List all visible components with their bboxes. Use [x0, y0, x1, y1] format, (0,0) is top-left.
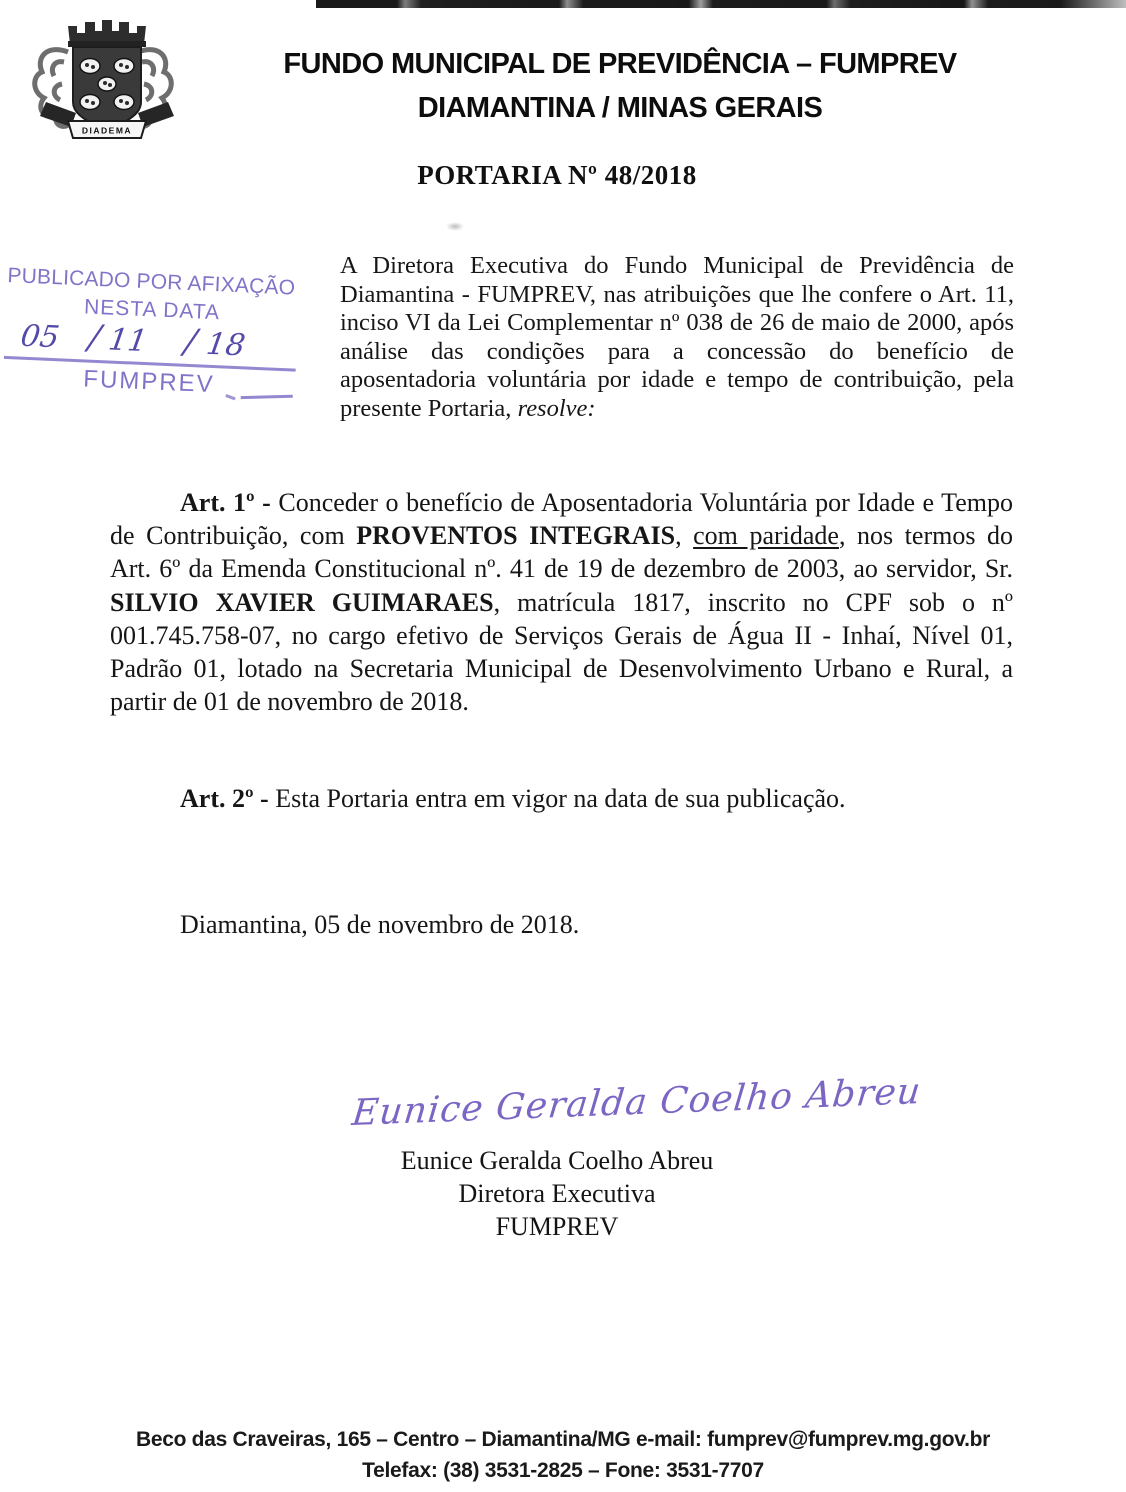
crest-banner-label: DIADEMA: [81, 125, 133, 136]
stamp-line-date-label: NESTA DATA: [83, 295, 221, 325]
article-1-part-2: , nos termos do Art. 6º da Emenda Constitucional nº. 41 de 19 de dezembro de 2003, ao servidor, Sr.: [110, 521, 1014, 584]
org-name-line: FUNDO MUNICIPAL DE PREVIDÊNCIA – FUMPREV: [283, 48, 957, 80]
scan-smudge: [446, 222, 464, 231]
publication-stamp: [3, 264, 300, 403]
footer-phone-line: Telefax: (38) 3531-2825 – Fone: 3531-7707: [362, 1459, 764, 1482]
signature-block: [0, 1144, 1114, 1243]
stamp-date-slash-1: /: [85, 317, 104, 358]
stamp-date-slash-2: /: [181, 321, 200, 363]
article-1-paragraph: [110, 486, 1013, 718]
article-1-servant-name: SILVIO XAVIER GUIMARAES: [110, 587, 494, 617]
article-2-paragraph: [110, 782, 1013, 815]
signatory-org: FUMPREV: [495, 1212, 619, 1241]
crest-crown: [68, 20, 146, 44]
article-1-label: Art. 1º -: [180, 488, 271, 517]
stamp-pen-mark: [225, 388, 238, 400]
coat-of-arms: [18, 14, 188, 149]
org-location-line: DIAMANTINA / MINAS GERAIS: [417, 92, 823, 124]
stamp-handwritten-day: 05: [18, 318, 62, 356]
preamble-resolve: resolve:: [517, 394, 596, 422]
signatory-name: Eunice Geralda Coelho Abreu: [400, 1146, 714, 1175]
preamble-paragraph: [340, 252, 1014, 424]
article-1-part-3: , matrícula 1817, inscrito no CPF sob o nº 001.745.758-07, no cargo efetivo de Serviços Gerais de Água II - Inhaí, Nível 01, Padrão 01, lotado na Secretaria Municipal de Desenvolvimento Urbano e Rural, a partir de 01 de novembro de 2018.: [110, 587, 1013, 717]
stamp-org-text: FUMPREV: [82, 365, 216, 399]
handwritten-signature: Eunice Geralda Coelho Abreu: [350, 1070, 924, 1135]
article-1-part-1: Conceder o benefício de Aposentadoria Voluntária por Idade e Tempo de Contribuição, com: [110, 488, 1014, 551]
footer-address-line: Beco das Craveiras, 165 – Centro – Diamantina/MG e-mail: fumprev@fumprev.mg.gov.br: [135, 1428, 991, 1451]
footer-contact: [0, 1424, 1126, 1486]
stamp-line-published: PUBLICADO POR AFIXAÇÃO: [6, 264, 296, 300]
preamble-text: A Diretora Executiva do Fundo Municipal de Previdência de Diamantina - FUMPREV, nas atribuições que lhe confere o Art. 11, inciso VI da Lei Complementar nº 038 de 26 de maio de 2000, após análise das condições para a concessão do benefício de aposentadoria voluntária por idade e tempo de contribuição, pela presente Portaria,: [340, 252, 1014, 422]
scan-artifact-strip: [316, 0, 1126, 8]
date-line: Diamantina, 05 de novembro de 2018.: [180, 910, 580, 939]
stamp-handwritten-year: 18: [204, 326, 248, 364]
stamp-handwritten-month: 11: [106, 322, 150, 360]
stamp-pen-scribble: [240, 387, 292, 399]
article-2-label: Art. 2º -: [180, 784, 269, 813]
article-1-parity-clause: com paridade: [693, 521, 839, 551]
article-2-text: Esta Portaria entra em vigor na data de sua publicação.: [268, 784, 846, 813]
article-1-separator: ,: [675, 521, 694, 551]
document-title: PORTARIA Nº 48/2018: [417, 160, 697, 190]
article-1-benefit-type: PROVENTOS INTEGRAIS: [356, 521, 676, 551]
signatory-role: Diretora Executiva: [458, 1179, 656, 1208]
